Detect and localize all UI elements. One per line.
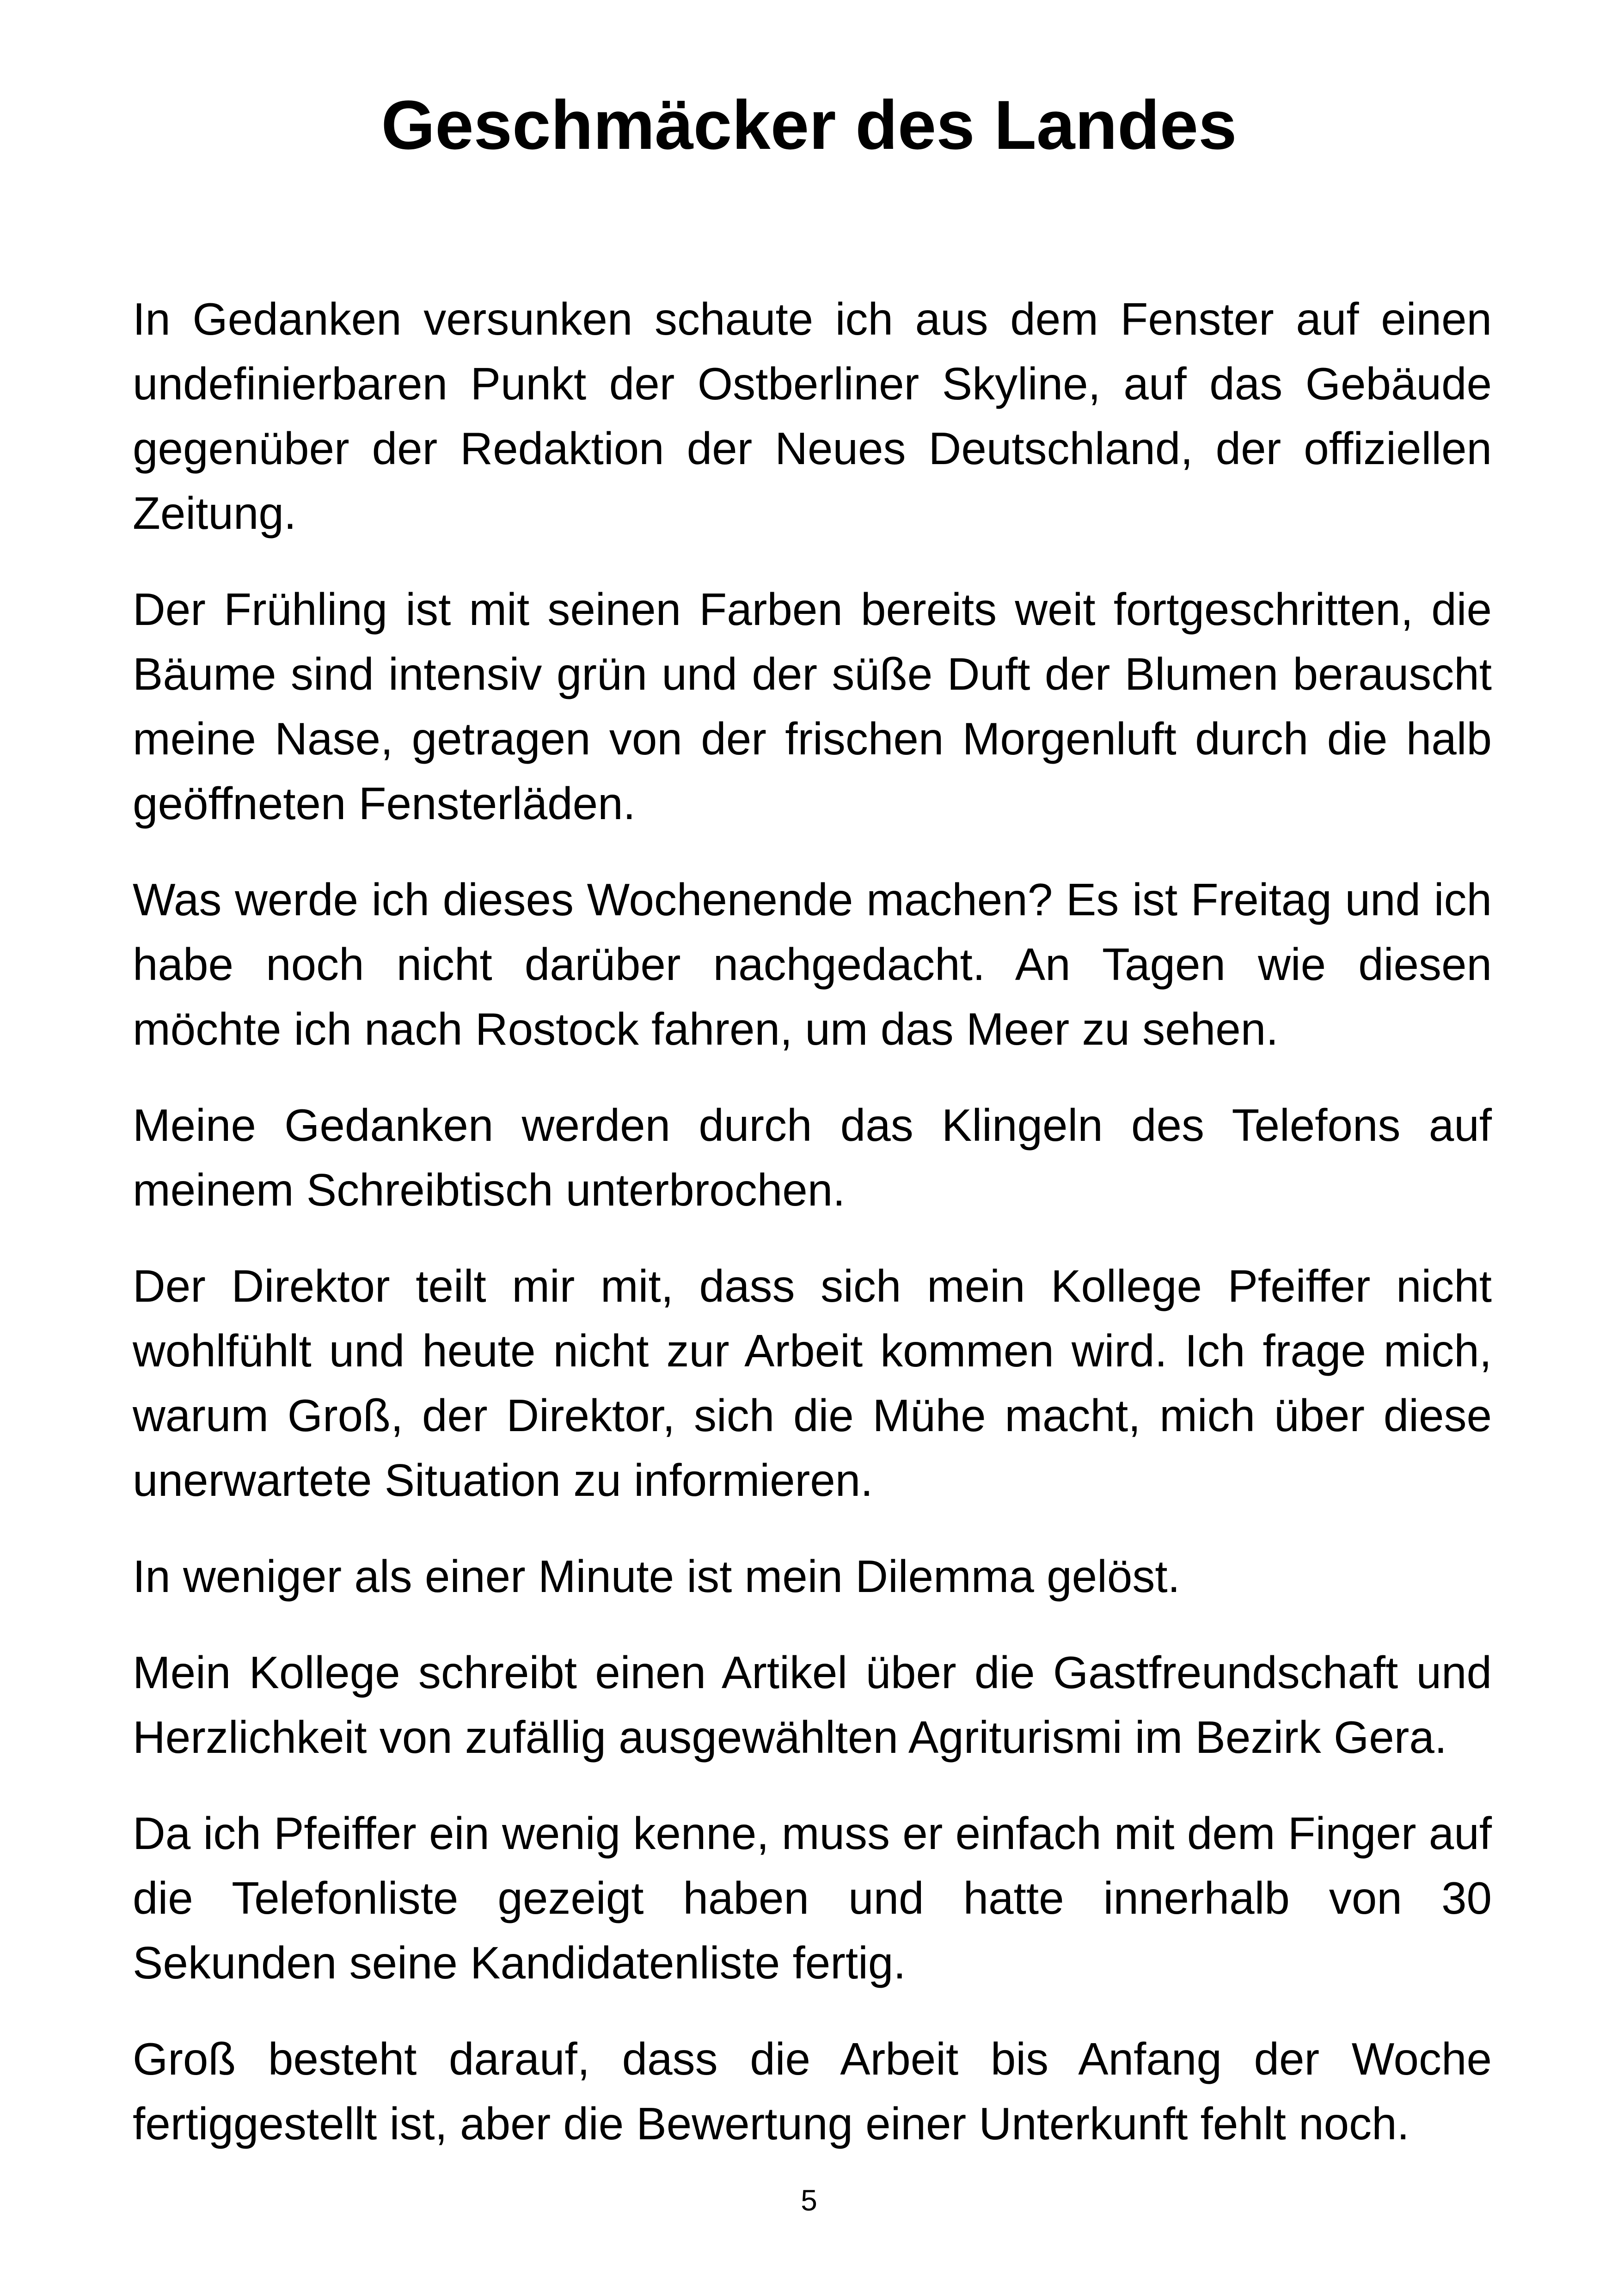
- chapter-title: Geschmäcker des Landes: [381, 86, 1237, 164]
- paragraph: Da ich Pfeiffer ein wenig kenne, muss er einfach mit dem Finger auf die Telefonliste gezeigt haben und hatte innerhalb von 30 Sekunden seine Kandidatenliste fertig.: [133, 1808, 1492, 1988]
- paragraph: Groß besteht darauf, dass die Arbeit bis Anfang der Woche fertiggestellt ist, aber die Bewertung einer Unterkunft fehlt noch.: [133, 2033, 1492, 2149]
- paragraph: Mein Kollege schreibt einen Artikel über die Gastfreundschaft und Herzlichkeit von zufällig ausgewählten Agriturismi im Bezirk Gera.: [133, 1647, 1492, 1763]
- paragraph: In Gedanken versunken schaute ich aus dem Fenster auf einen undefinierbaren Punkt der Ostberliner Skyline, auf das Gebäude gegenüber der Redaktion der Neues Deutschland, der offiziellen Zeitung.: [133, 294, 1492, 539]
- paragraph: In weniger als einer Minute ist mein Dilemma gelöst.: [133, 1551, 1180, 1602]
- paragraph: Der Direktor teilt mir mit, dass sich mein Kollege Pfeiffer nicht wohlfühlt und heute nicht zur Arbeit kommen wird. Ich frage mich, warum Groß, der Direktor, sich die Mühe macht, mich über diese unerwartete Situation zu informieren.: [133, 1261, 1492, 1506]
- body-text: [133, 287, 1492, 2187]
- paragraph: Was werde ich dieses Wochenende machen? Es ist Freitag und ich habe noch nicht darüber nachgedacht. An Tagen wie diesen möchte ich nach Rostock fahren, um das Meer zu sehen.: [133, 874, 1492, 1054]
- paragraph: Meine Gedanken werden durch das Klingeln des Telefons auf meinem Schreibtisch unterbrochen.: [133, 1100, 1492, 1215]
- page-number: 5: [801, 2184, 817, 2217]
- paragraph: Der Frühling ist mit seinen Farben bereits weit fortgeschritten, die Bäume sind intensiv grün und der süße Duft der Blumen berauscht meine Nase, getragen von der frischen Morgenluft durch die halb geöffneten Fensterläden.: [133, 584, 1492, 829]
